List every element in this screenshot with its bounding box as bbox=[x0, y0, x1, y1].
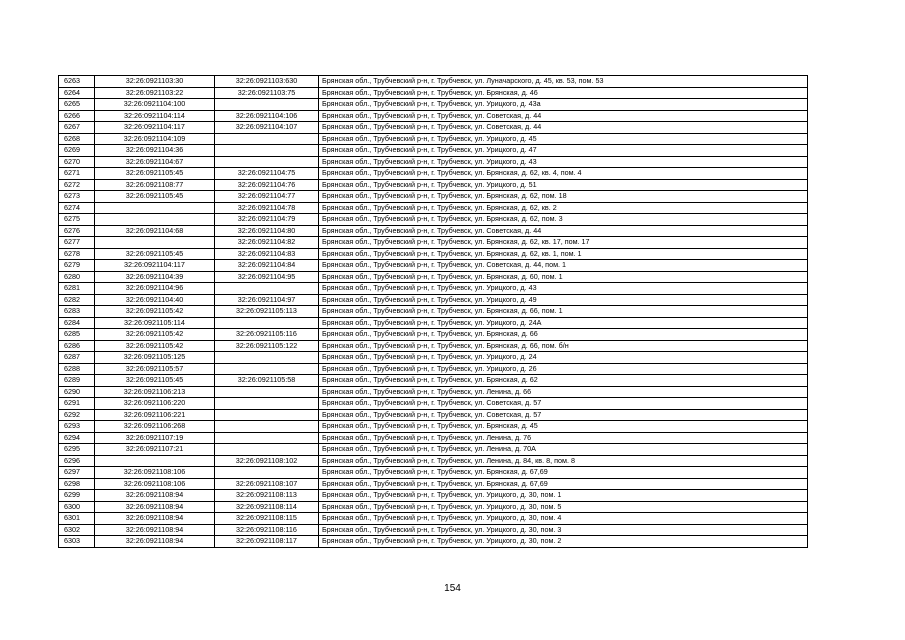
table-row bbox=[59, 76, 808, 88]
cadastral-number-object-cell: 32:26:0921105:122 bbox=[215, 340, 319, 352]
registry-table-body bbox=[59, 76, 808, 548]
cadastral-number-object-cell: 32:26:0921108:116 bbox=[215, 524, 319, 536]
table-row bbox=[59, 329, 808, 341]
cadastral-number-parcel-cell: 32:26:0921104:36 bbox=[95, 145, 215, 157]
row-number-cell: 6265 bbox=[59, 99, 95, 111]
table-row bbox=[59, 179, 808, 191]
table-row bbox=[59, 490, 808, 502]
cadastral-number-object-cell bbox=[215, 145, 319, 157]
table-row bbox=[59, 260, 808, 272]
cadastral-number-object-cell: 32:26:0921104:106 bbox=[215, 110, 319, 122]
row-number-cell: 6266 bbox=[59, 110, 95, 122]
address-cell: Брянская обл., Трубчевский р-н, г. Трубчевск, ул. Урицкого, д. 49 bbox=[319, 294, 808, 306]
cadastral-number-object-cell: 32:26:0921104:82 bbox=[215, 237, 319, 249]
cadastral-number-parcel-cell: 32:26:0921108:106 bbox=[95, 467, 215, 479]
cadastral-number-object-cell: 32:26:0921104:107 bbox=[215, 122, 319, 134]
address-cell: Брянская обл., Трубчевский р-н, г. Трубчевск, ул. Урицкого, д. 30, пом. 4 bbox=[319, 513, 808, 525]
cadastral-number-object-cell: 32:26:0921104:78 bbox=[215, 202, 319, 214]
address-cell: Брянская обл., Трубчевский р-н, г. Трубчевск, ул. Брянская, д. 60, пом. 1 bbox=[319, 271, 808, 283]
cadastral-number-parcel-cell: 32:26:0921106:268 bbox=[95, 421, 215, 433]
cadastral-number-object-cell: 32:26:0921108:113 bbox=[215, 490, 319, 502]
cadastral-number-object-cell: 32:26:0921104:80 bbox=[215, 225, 319, 237]
table-row bbox=[59, 432, 808, 444]
row-number-cell: 6269 bbox=[59, 145, 95, 157]
cadastral-number-object-cell: 32:26:0921108:115 bbox=[215, 513, 319, 525]
row-number-cell: 6291 bbox=[59, 398, 95, 410]
cadastral-number-parcel-cell: 32:26:0921104:100 bbox=[95, 99, 215, 111]
row-number-cell: 6285 bbox=[59, 329, 95, 341]
cadastral-number-parcel-cell: 32:26:0921108:94 bbox=[95, 490, 215, 502]
cadastral-number-parcel-cell: 32:26:0921106:220 bbox=[95, 398, 215, 410]
address-cell: Брянская обл., Трубчевский р-н, г. Трубчевск, ул. Урицкого, д. 30, пом. 2 bbox=[319, 536, 808, 548]
address-cell: Брянская обл., Трубчевский р-н, г. Трубчевск, ул. Брянская, д. 66, пом. б/н bbox=[319, 340, 808, 352]
row-number-cell: 6280 bbox=[59, 271, 95, 283]
cadastral-number-object-cell bbox=[215, 409, 319, 421]
cadastral-number-object-cell: 32:26:0921108:107 bbox=[215, 478, 319, 490]
cadastral-number-parcel-cell: 32:26:0921108:94 bbox=[95, 513, 215, 525]
address-cell: Брянская обл., Трубчевский р-н, г. Трубчевск, ул. Брянская, д. 45 bbox=[319, 421, 808, 433]
table-row bbox=[59, 145, 808, 157]
table-row bbox=[59, 271, 808, 283]
cadastral-number-object-cell bbox=[215, 133, 319, 145]
row-number-cell: 6274 bbox=[59, 202, 95, 214]
cadastral-number-object-cell bbox=[215, 386, 319, 398]
cadastral-number-object-cell bbox=[215, 363, 319, 375]
row-number-cell: 6295 bbox=[59, 444, 95, 456]
address-cell: Брянская обл., Трубчевский р-н, г. Трубчевск, ул. Урицкого, д. 26 bbox=[319, 363, 808, 375]
table-row bbox=[59, 294, 808, 306]
row-number-cell: 6292 bbox=[59, 409, 95, 421]
address-cell: Брянская обл., Трубчевский р-н, г. Трубчевск, ул. Брянская, д. 62, кв. 17, пом. 17 bbox=[319, 237, 808, 249]
table-row bbox=[59, 237, 808, 249]
cadastral-number-parcel-cell: 32:26:0921103:22 bbox=[95, 87, 215, 99]
row-number-cell: 6297 bbox=[59, 467, 95, 479]
address-cell: Брянская обл., Трубчевский р-н, г. Трубчевск, ул. Ленина, д. 84, кв. 8, пом. 8 bbox=[319, 455, 808, 467]
table-row bbox=[59, 455, 808, 467]
table-row bbox=[59, 375, 808, 387]
cadastral-number-parcel-cell: 32:26:0921108:77 bbox=[95, 179, 215, 191]
address-cell: Брянская обл., Трубчевский р-н, г. Трубчевск, ул. Советская, д. 44 bbox=[319, 225, 808, 237]
address-cell: Брянская обл., Трубчевский р-н, г. Трубчевск, ул. Советская, д. 44 bbox=[319, 122, 808, 134]
table-row bbox=[59, 317, 808, 329]
cadastral-number-parcel-cell: 32:26:0921104:67 bbox=[95, 156, 215, 168]
cadastral-number-parcel-cell: 32:26:0921105:45 bbox=[95, 191, 215, 203]
cadastral-number-parcel-cell: 32:26:0921104:68 bbox=[95, 225, 215, 237]
cadastral-number-parcel-cell: 32:26:0921104:40 bbox=[95, 294, 215, 306]
cadastral-number-object-cell: 32:26:0921105:116 bbox=[215, 329, 319, 341]
table-row bbox=[59, 122, 808, 134]
table-row bbox=[59, 386, 808, 398]
registry-table bbox=[58, 75, 808, 548]
cadastral-number-parcel-cell: 32:26:0921105:45 bbox=[95, 375, 215, 387]
cadastral-number-parcel-cell: 32:26:0921107:21 bbox=[95, 444, 215, 456]
cadastral-number-object-cell bbox=[215, 317, 319, 329]
table-row bbox=[59, 513, 808, 525]
table-row bbox=[59, 352, 808, 364]
address-cell: Брянская обл., Трубчевский р-н, г. Трубчевск, ул. Урицкого, д. 43 bbox=[319, 156, 808, 168]
address-cell: Брянская обл., Трубчевский р-н, г. Трубчевск, ул. Брянская, д. 62 bbox=[319, 375, 808, 387]
cadastral-number-object-cell: 32:26:0921108:102 bbox=[215, 455, 319, 467]
table-row bbox=[59, 536, 808, 548]
table-row bbox=[59, 421, 808, 433]
table-row bbox=[59, 214, 808, 226]
address-cell: Брянская обл., Трубчевский р-н, г. Трубчевск, ул. Брянская, д. 66 bbox=[319, 329, 808, 341]
row-number-cell: 6302 bbox=[59, 524, 95, 536]
cadastral-number-object-cell: 32:26:0921103:75 bbox=[215, 87, 319, 99]
address-cell: Брянская обл., Трубчевский р-н, г. Трубчевск, ул. Брянская, д. 46 bbox=[319, 87, 808, 99]
table-row bbox=[59, 156, 808, 168]
table-row bbox=[59, 133, 808, 145]
address-cell: Брянская обл., Трубчевский р-н, г. Трубчевск, ул. Брянская, д. 62, кв. 4, пом. 4 bbox=[319, 168, 808, 180]
address-cell: Брянская обл., Трубчевский р-н, г. Трубчевск, ул. Брянская, д. 62, кв. 1, пом. 1 bbox=[319, 248, 808, 260]
cadastral-number-object-cell: 32:26:0921103:630 bbox=[215, 76, 319, 88]
cadastral-number-object-cell bbox=[215, 398, 319, 410]
row-number-cell: 6281 bbox=[59, 283, 95, 295]
row-number-cell: 6275 bbox=[59, 214, 95, 226]
row-number-cell: 6268 bbox=[59, 133, 95, 145]
cadastral-number-object-cell: 32:26:0921108:117 bbox=[215, 536, 319, 548]
row-number-cell: 6286 bbox=[59, 340, 95, 352]
row-number-cell: 6272 bbox=[59, 179, 95, 191]
address-cell: Брянская обл., Трубчевский р-н, г. Трубчевск, ул. Советская, д. 57 bbox=[319, 409, 808, 421]
cadastral-number-parcel-cell: 32:26:0921104:96 bbox=[95, 283, 215, 295]
cadastral-number-object-cell bbox=[215, 421, 319, 433]
row-number-cell: 6263 bbox=[59, 76, 95, 88]
table-row bbox=[59, 524, 808, 536]
address-cell: Брянская обл., Трубчевский р-н, г. Трубчевск, ул. Ленина, д. 70А bbox=[319, 444, 808, 456]
table-row bbox=[59, 409, 808, 421]
cadastral-number-parcel-cell: 32:26:0921105:42 bbox=[95, 306, 215, 318]
table-row bbox=[59, 87, 808, 99]
cadastral-number-parcel-cell: 32:26:0921104:117 bbox=[95, 260, 215, 272]
cadastral-number-object-cell: 32:26:0921104:76 bbox=[215, 179, 319, 191]
cadastral-number-object-cell: 32:26:0921104:77 bbox=[215, 191, 319, 203]
cadastral-number-object-cell: 32:26:0921105:113 bbox=[215, 306, 319, 318]
row-number-cell: 6290 bbox=[59, 386, 95, 398]
address-cell: Брянская обл., Трубчевский р-н, г. Трубчевск, ул. Урицкого, д. 30, пом. 1 bbox=[319, 490, 808, 502]
cadastral-number-parcel-cell: 32:26:0921105:45 bbox=[95, 168, 215, 180]
cadastral-number-object-cell: 32:26:0921104:84 bbox=[215, 260, 319, 272]
row-number-cell: 6301 bbox=[59, 513, 95, 525]
address-cell: Брянская обл., Трубчевский р-н, г. Трубчевск, ул. Луначарского, д. 45, кв. 53, пом. 53 bbox=[319, 76, 808, 88]
address-cell: Брянская обл., Трубчевский р-н, г. Трубчевск, ул. Урицкого, д. 47 bbox=[319, 145, 808, 157]
table-row bbox=[59, 248, 808, 260]
cadastral-number-parcel-cell: 32:26:0921108:106 bbox=[95, 478, 215, 490]
table-row bbox=[59, 467, 808, 479]
cadastral-number-parcel-cell: 32:26:0921105:57 bbox=[95, 363, 215, 375]
row-number-cell: 6282 bbox=[59, 294, 95, 306]
cadastral-number-parcel-cell: 32:26:0921105:42 bbox=[95, 340, 215, 352]
row-number-cell: 6270 bbox=[59, 156, 95, 168]
table-row bbox=[59, 340, 808, 352]
cadastral-number-parcel-cell bbox=[95, 455, 215, 467]
row-number-cell: 6293 bbox=[59, 421, 95, 433]
table-row bbox=[59, 444, 808, 456]
row-number-cell: 6276 bbox=[59, 225, 95, 237]
row-number-cell: 6273 bbox=[59, 191, 95, 203]
address-cell: Брянская обл., Трубчевский р-н, г. Трубчевск, ул. Брянская, д. 67,69 bbox=[319, 467, 808, 479]
cadastral-number-object-cell bbox=[215, 352, 319, 364]
cadastral-number-parcel-cell: 32:26:0921104:117 bbox=[95, 122, 215, 134]
cadastral-number-parcel-cell bbox=[95, 237, 215, 249]
cadastral-number-object-cell: 32:26:0921104:75 bbox=[215, 168, 319, 180]
row-number-cell: 6279 bbox=[59, 260, 95, 272]
address-cell: Брянская обл., Трубчевский р-н, г. Трубчевск, ул. Брянская, д. 62, пом. 18 bbox=[319, 191, 808, 203]
row-number-cell: 6277 bbox=[59, 237, 95, 249]
address-cell: Брянская обл., Трубчевский р-н, г. Трубчевск, ул. Урицкого, д. 45 bbox=[319, 133, 808, 145]
cadastral-number-object-cell bbox=[215, 444, 319, 456]
address-cell: Брянская обл., Трубчевский р-н, г. Трубчевск, ул. Урицкого, д. 24А bbox=[319, 317, 808, 329]
cadastral-number-parcel-cell: 32:26:0921105:42 bbox=[95, 329, 215, 341]
row-number-cell: 6298 bbox=[59, 478, 95, 490]
address-cell: Брянская обл., Трубчевский р-н, г. Трубчевск, ул. Брянская, д. 66, пом. 1 bbox=[319, 306, 808, 318]
row-number-cell: 6264 bbox=[59, 87, 95, 99]
cadastral-number-parcel-cell bbox=[95, 214, 215, 226]
cadastral-number-parcel-cell: 32:26:0921104:114 bbox=[95, 110, 215, 122]
row-number-cell: 6287 bbox=[59, 352, 95, 364]
cadastral-number-object-cell bbox=[215, 156, 319, 168]
address-cell: Брянская обл., Трубчевский р-н, г. Трубчевск, ул. Брянская, д. 67,69 bbox=[319, 478, 808, 490]
table-row bbox=[59, 99, 808, 111]
row-number-cell: 6288 bbox=[59, 363, 95, 375]
cadastral-number-object-cell: 32:26:0921104:79 bbox=[215, 214, 319, 226]
row-number-cell: 6303 bbox=[59, 536, 95, 548]
table-row bbox=[59, 283, 808, 295]
address-cell: Брянская обл., Трубчевский р-н, г. Трубчевск, ул. Урицкого, д. 30, пом. 5 bbox=[319, 501, 808, 513]
cadastral-number-object-cell: 32:26:0921108:114 bbox=[215, 501, 319, 513]
row-number-cell: 6278 bbox=[59, 248, 95, 260]
row-number-cell: 6296 bbox=[59, 455, 95, 467]
cadastral-number-parcel-cell: 32:26:0921105:125 bbox=[95, 352, 215, 364]
address-cell: Брянская обл., Трубчевский р-н, г. Трубчевск, ул. Урицкого, д. 30, пом. 3 bbox=[319, 524, 808, 536]
row-number-cell: 6283 bbox=[59, 306, 95, 318]
cadastral-number-parcel-cell: 32:26:0921105:45 bbox=[95, 248, 215, 260]
table-row bbox=[59, 110, 808, 122]
cadastral-number-object-cell bbox=[215, 432, 319, 444]
table-row bbox=[59, 306, 808, 318]
table-row bbox=[59, 478, 808, 490]
row-number-cell: 6300 bbox=[59, 501, 95, 513]
cadastral-number-object-cell: 32:26:0921104:97 bbox=[215, 294, 319, 306]
row-number-cell: 6284 bbox=[59, 317, 95, 329]
row-number-cell: 6267 bbox=[59, 122, 95, 134]
cadastral-number-parcel-cell: 32:26:0921103:30 bbox=[95, 76, 215, 88]
cadastral-number-object-cell bbox=[215, 283, 319, 295]
cadastral-number-parcel-cell: 32:26:0921104:39 bbox=[95, 271, 215, 283]
cadastral-number-object-cell: 32:26:0921105:58 bbox=[215, 375, 319, 387]
cadastral-number-parcel-cell: 32:26:0921105:114 bbox=[95, 317, 215, 329]
row-number-cell: 6289 bbox=[59, 375, 95, 387]
address-cell: Брянская обл., Трубчевский р-н, г. Трубчевск, ул. Советская, д. 57 bbox=[319, 398, 808, 410]
address-cell: Брянская обл., Трубчевский р-н, г. Трубчевск, ул. Урицкого, д. 43а bbox=[319, 99, 808, 111]
row-number-cell: 6294 bbox=[59, 432, 95, 444]
address-cell: Брянская обл., Трубчевский р-н, г. Трубчевск, ул. Урицкого, д. 24 bbox=[319, 352, 808, 364]
cadastral-number-parcel-cell: 32:26:0921106:221 bbox=[95, 409, 215, 421]
page-number: 154 bbox=[444, 583, 461, 594]
address-cell: Брянская обл., Трубчевский р-н, г. Трубчевск, ул. Урицкого, д. 43 bbox=[319, 283, 808, 295]
table-row bbox=[59, 398, 808, 410]
address-cell: Брянская обл., Трубчевский р-н, г. Трубчевск, ул. Брянская, д. 62, кв. 2 bbox=[319, 202, 808, 214]
cadastral-number-object-cell: 32:26:0921104:83 bbox=[215, 248, 319, 260]
address-cell: Брянская обл., Трубчевский р-н, г. Трубчевск, ул. Советская, д. 44 bbox=[319, 110, 808, 122]
cadastral-number-parcel-cell: 32:26:0921104:109 bbox=[95, 133, 215, 145]
address-cell: Брянская обл., Трубчевский р-н, г. Трубчевск, ул. Советская, д. 44, пом. 1 bbox=[319, 260, 808, 272]
address-cell: Брянская обл., Трубчевский р-н, г. Трубчевск, ул. Брянская, д. 62, пом. 3 bbox=[319, 214, 808, 226]
table-row bbox=[59, 168, 808, 180]
cadastral-number-object-cell bbox=[215, 99, 319, 111]
cadastral-number-parcel-cell: 32:26:0921108:94 bbox=[95, 524, 215, 536]
cadastral-number-object-cell: 32:26:0921104:95 bbox=[215, 271, 319, 283]
cadastral-number-parcel-cell bbox=[95, 202, 215, 214]
table-row bbox=[59, 363, 808, 375]
table-row bbox=[59, 501, 808, 513]
cadastral-number-object-cell bbox=[215, 467, 319, 479]
row-number-cell: 6299 bbox=[59, 490, 95, 502]
table-row bbox=[59, 225, 808, 237]
row-number-cell: 6271 bbox=[59, 168, 95, 180]
address-cell: Брянская обл., Трубчевский р-н, г. Трубчевск, ул. Ленина, д. 76 bbox=[319, 432, 808, 444]
address-cell: Брянская обл., Трубчевский р-н, г. Трубчевск, ул. Ленина, д. 66 bbox=[319, 386, 808, 398]
cadastral-number-parcel-cell: 32:26:0921106:213 bbox=[95, 386, 215, 398]
cadastral-number-parcel-cell: 32:26:0921107:19 bbox=[95, 432, 215, 444]
cadastral-number-parcel-cell: 32:26:0921108:94 bbox=[95, 501, 215, 513]
address-cell: Брянская обл., Трубчевский р-н, г. Трубчевск, ул. Урицкого, д. 51 bbox=[319, 179, 808, 191]
table-row bbox=[59, 191, 808, 203]
cadastral-number-parcel-cell: 32:26:0921108:94 bbox=[95, 536, 215, 548]
table-row bbox=[59, 202, 808, 214]
